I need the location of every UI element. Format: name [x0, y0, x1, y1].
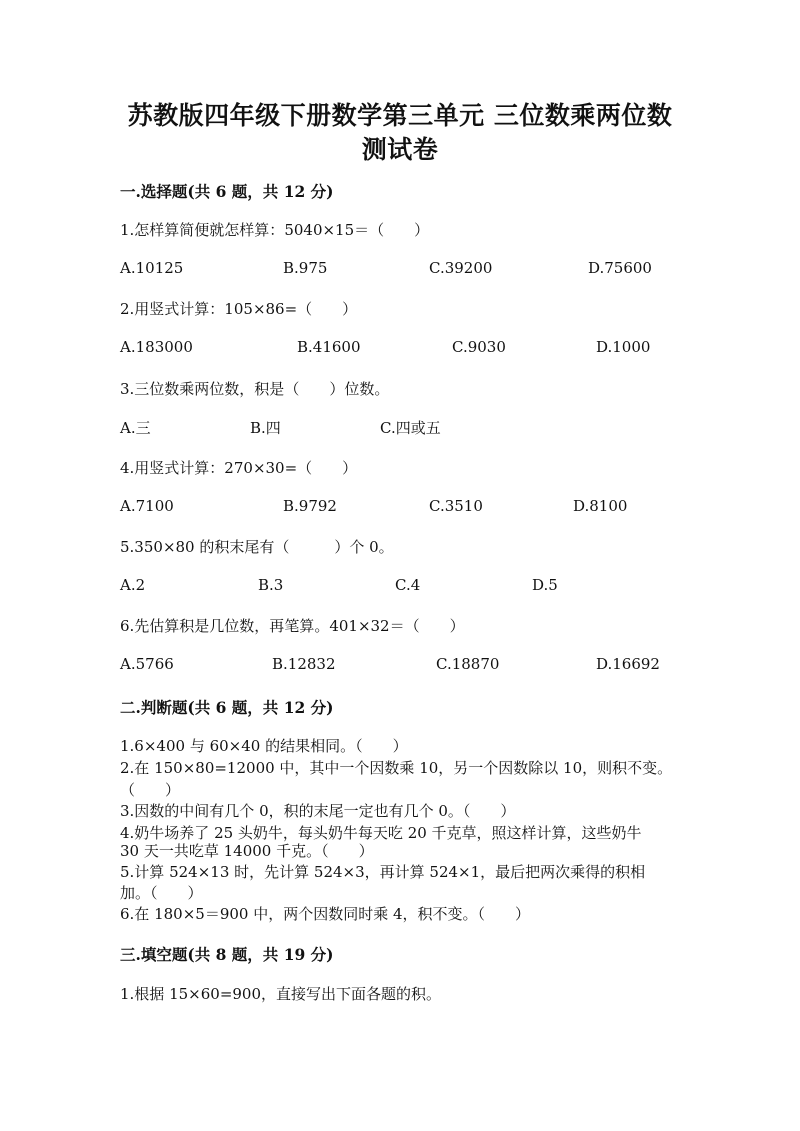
title-line-2: 测试卷 — [361, 135, 439, 164]
option-d: D.5 — [532, 576, 558, 594]
option-c: C.39200 — [429, 259, 493, 277]
judgement-line: （ ） — [120, 781, 181, 799]
option-a: A.10125 — [120, 259, 184, 277]
option-d: D.1000 — [596, 338, 651, 356]
section-heading-fill-in: 三.填空题(共 8 题，共 19 分) — [120, 945, 334, 964]
option-d: D.8100 — [573, 497, 628, 515]
option-b: B.41600 — [297, 338, 361, 356]
title-line-1: 苏教版四年级下册数学第三单元 三位数乘两位数 — [127, 101, 673, 130]
option-a: A.5766 — [120, 655, 174, 673]
judgement-line: 4.奶牛场养了 25 头奶牛，每头奶牛每天吃 20 千克草，照这样计算，这些奶牛 — [120, 824, 642, 842]
option-b: B.9792 — [283, 497, 337, 515]
option-b: B.四 — [250, 419, 281, 437]
option-a: A.183000 — [120, 338, 193, 356]
option-b: B.975 — [283, 259, 328, 277]
option-b: B.3 — [258, 576, 284, 594]
option-c: C.四或五 — [380, 419, 441, 437]
judgement-line: 6.在 180×5＝900 中，两个因数同时乘 4，积不变。（ ） — [120, 905, 531, 923]
option-c: C.18870 — [436, 655, 500, 673]
judgement-line: 2.在 150×80=12000 中，其中一个因数乘 10，另一个因数除以 10，则积不变。 — [120, 759, 673, 777]
question-text: 3.三位数乘两位数，积是（ ）位数。 — [120, 380, 390, 398]
option-a: A.7100 — [120, 497, 174, 515]
question-text: 2.用竖式计算：105×86=（ ） — [120, 300, 358, 318]
question-text: 1.怎样算简便就怎样算：5040×15＝（ ） — [120, 221, 430, 239]
judgement-line: 3.因数的中间有几个 0，积的末尾一定也有几个 0。（ ） — [120, 802, 516, 820]
judgement-line: 30 天一共吃草 14000 千克。（ ） — [120, 842, 374, 860]
question-text: 4.用竖式计算：270×30=（ ） — [120, 459, 358, 477]
judgement-line: 加。（ ） — [120, 884, 203, 902]
question-text: 1.根据 15×60=900，直接写出下面各题的积。 — [120, 985, 442, 1003]
option-c: C.4 — [395, 576, 421, 594]
judgement-line: 5.计算 524×13 时，先计算 524×3，再计算 524×1，最后把两次乘得的积相 — [120, 863, 646, 881]
question-text: 6.先估算积是几位数，再笔算。401×32＝（ ） — [120, 617, 465, 635]
option-d: D.75600 — [588, 259, 652, 277]
option-b: B.12832 — [272, 655, 336, 673]
question-text: 5.350×80 的积末尾有（ ）个 0。 — [120, 538, 394, 556]
option-c: C.9030 — [452, 338, 506, 356]
option-d: D.16692 — [596, 655, 660, 673]
section-heading-choice: 一.选择题(共 6 题，共 12 分) — [120, 182, 334, 201]
section-heading-judgement: 二.判断题(共 6 题，共 12 分) — [120, 698, 334, 717]
option-c: C.3510 — [429, 497, 483, 515]
option-a: A.三 — [120, 419, 151, 437]
option-a: A.2 — [120, 576, 146, 594]
judgement-line: 1.6×400 与 60×40 的结果相同。（ ） — [120, 737, 408, 755]
